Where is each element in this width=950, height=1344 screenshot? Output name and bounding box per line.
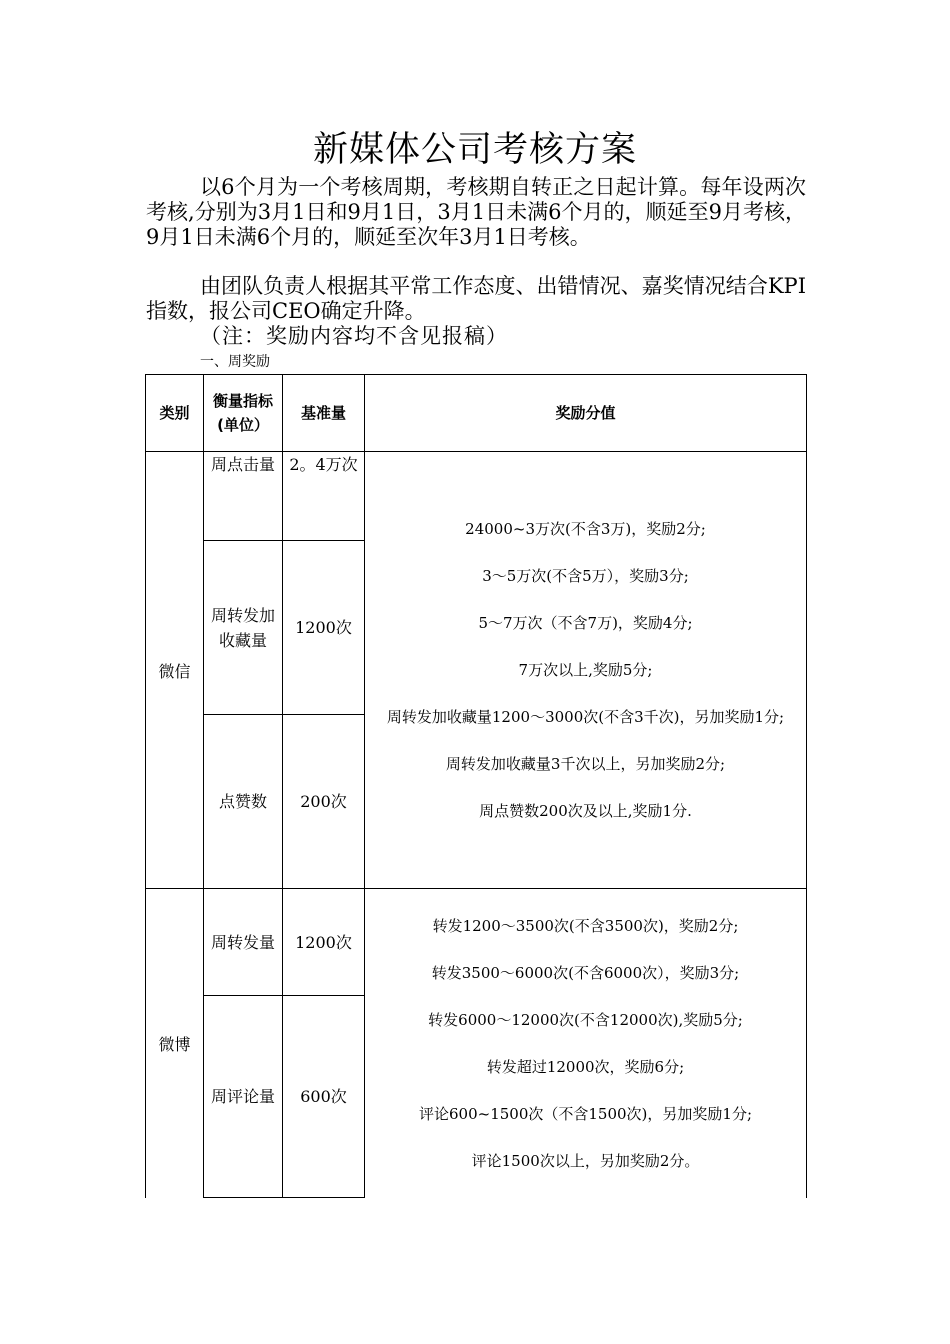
baseline-weekly-reposts: 1200次 xyxy=(283,889,365,996)
section-title-weekly-reward: 一、周奖励 xyxy=(200,354,270,370)
reward-line: 7万次以上,奖励5分; xyxy=(518,661,653,679)
reward-line: 5～7万次（不含7万)，奖励4分; xyxy=(478,614,693,632)
page-title: 新媒体公司考核方案 xyxy=(312,130,637,170)
reward-line: 转发超过12000次，奖励6分; xyxy=(486,1057,685,1076)
metric-weekly-reposts: 周转发量 xyxy=(204,889,283,996)
category-weibo: 微博 xyxy=(146,889,204,1198)
baseline-likes: 200次 xyxy=(283,715,365,889)
table-header-row xyxy=(146,375,807,452)
table-row xyxy=(146,452,807,541)
metric-weekly-comments: 周评论量 xyxy=(204,996,283,1198)
header-reward: 奖励分值 xyxy=(365,375,807,452)
header-baseline: 基准量 xyxy=(283,375,365,452)
baseline-weekly-comments: 600次 xyxy=(283,996,365,1198)
reward-cell-wechat xyxy=(365,452,807,889)
header-metric: 衡量指标(单位） xyxy=(204,375,283,452)
reward-line: 24000~3万次(不含3万)，奖励2分; xyxy=(465,520,706,538)
reward-line: 周转发加收藏量1200～3000次(不含3千次)，另加奖励1分; xyxy=(386,708,785,726)
reward-note: （注：奖励内容均不含见报稿） xyxy=(200,324,508,348)
paragraph-assessment-period: 以6个月为一个考核周期，考核期自转正之日起计算。每年设两次考核,分别为3月1日和9月1日，3月1日未满6个月的，顺延至9月考核，9月1日未满6个月的，顺延至次年3月1日考核。 xyxy=(146,175,806,249)
table-row xyxy=(146,889,807,996)
reward-line: 评论1500次以上，另加奖励2分。 xyxy=(471,1151,700,1170)
reward-line: 评论600~1500次（不含1500次)，另加奖励1分; xyxy=(419,1104,752,1123)
paragraph-promotion-rule: 由团队负责人根据其平常工作态度、出错情况、嘉奖情况结合KPI指数，报公司CEO确定升降。 xyxy=(146,274,806,323)
weekly-reward-table xyxy=(145,374,807,1198)
metric-likes: 点赞数 xyxy=(204,715,283,889)
reward-line: 转发6000～12000次(不含12000次),奖励5分; xyxy=(428,1010,743,1029)
header-category: 类别 xyxy=(146,375,204,452)
category-wechat: 微信 xyxy=(146,452,204,889)
reward-line: 周转发加收藏量3千次以上，另加奖励2分; xyxy=(445,755,726,773)
metric-weekly-shares-favorites: 周转发加收藏量 xyxy=(204,541,283,715)
metric-weekly-clicks: 周点击量 xyxy=(204,452,283,541)
reward-line: 3～5万次(不含5万），奖励3分; xyxy=(482,567,689,585)
reward-line: 周点赞数200次及以上,奖励1分. xyxy=(479,802,692,820)
reward-cell-weibo xyxy=(365,889,807,1198)
baseline-weekly-clicks: 2。4万次 xyxy=(283,452,365,541)
reward-line: 转发3500～6000次(不含6000次），奖励3分; xyxy=(431,963,740,982)
baseline-weekly-shares-favorites: 1200次 xyxy=(283,541,365,715)
reward-line: 转发1200～3500次(不含3500次)，奖励2分; xyxy=(432,916,739,935)
